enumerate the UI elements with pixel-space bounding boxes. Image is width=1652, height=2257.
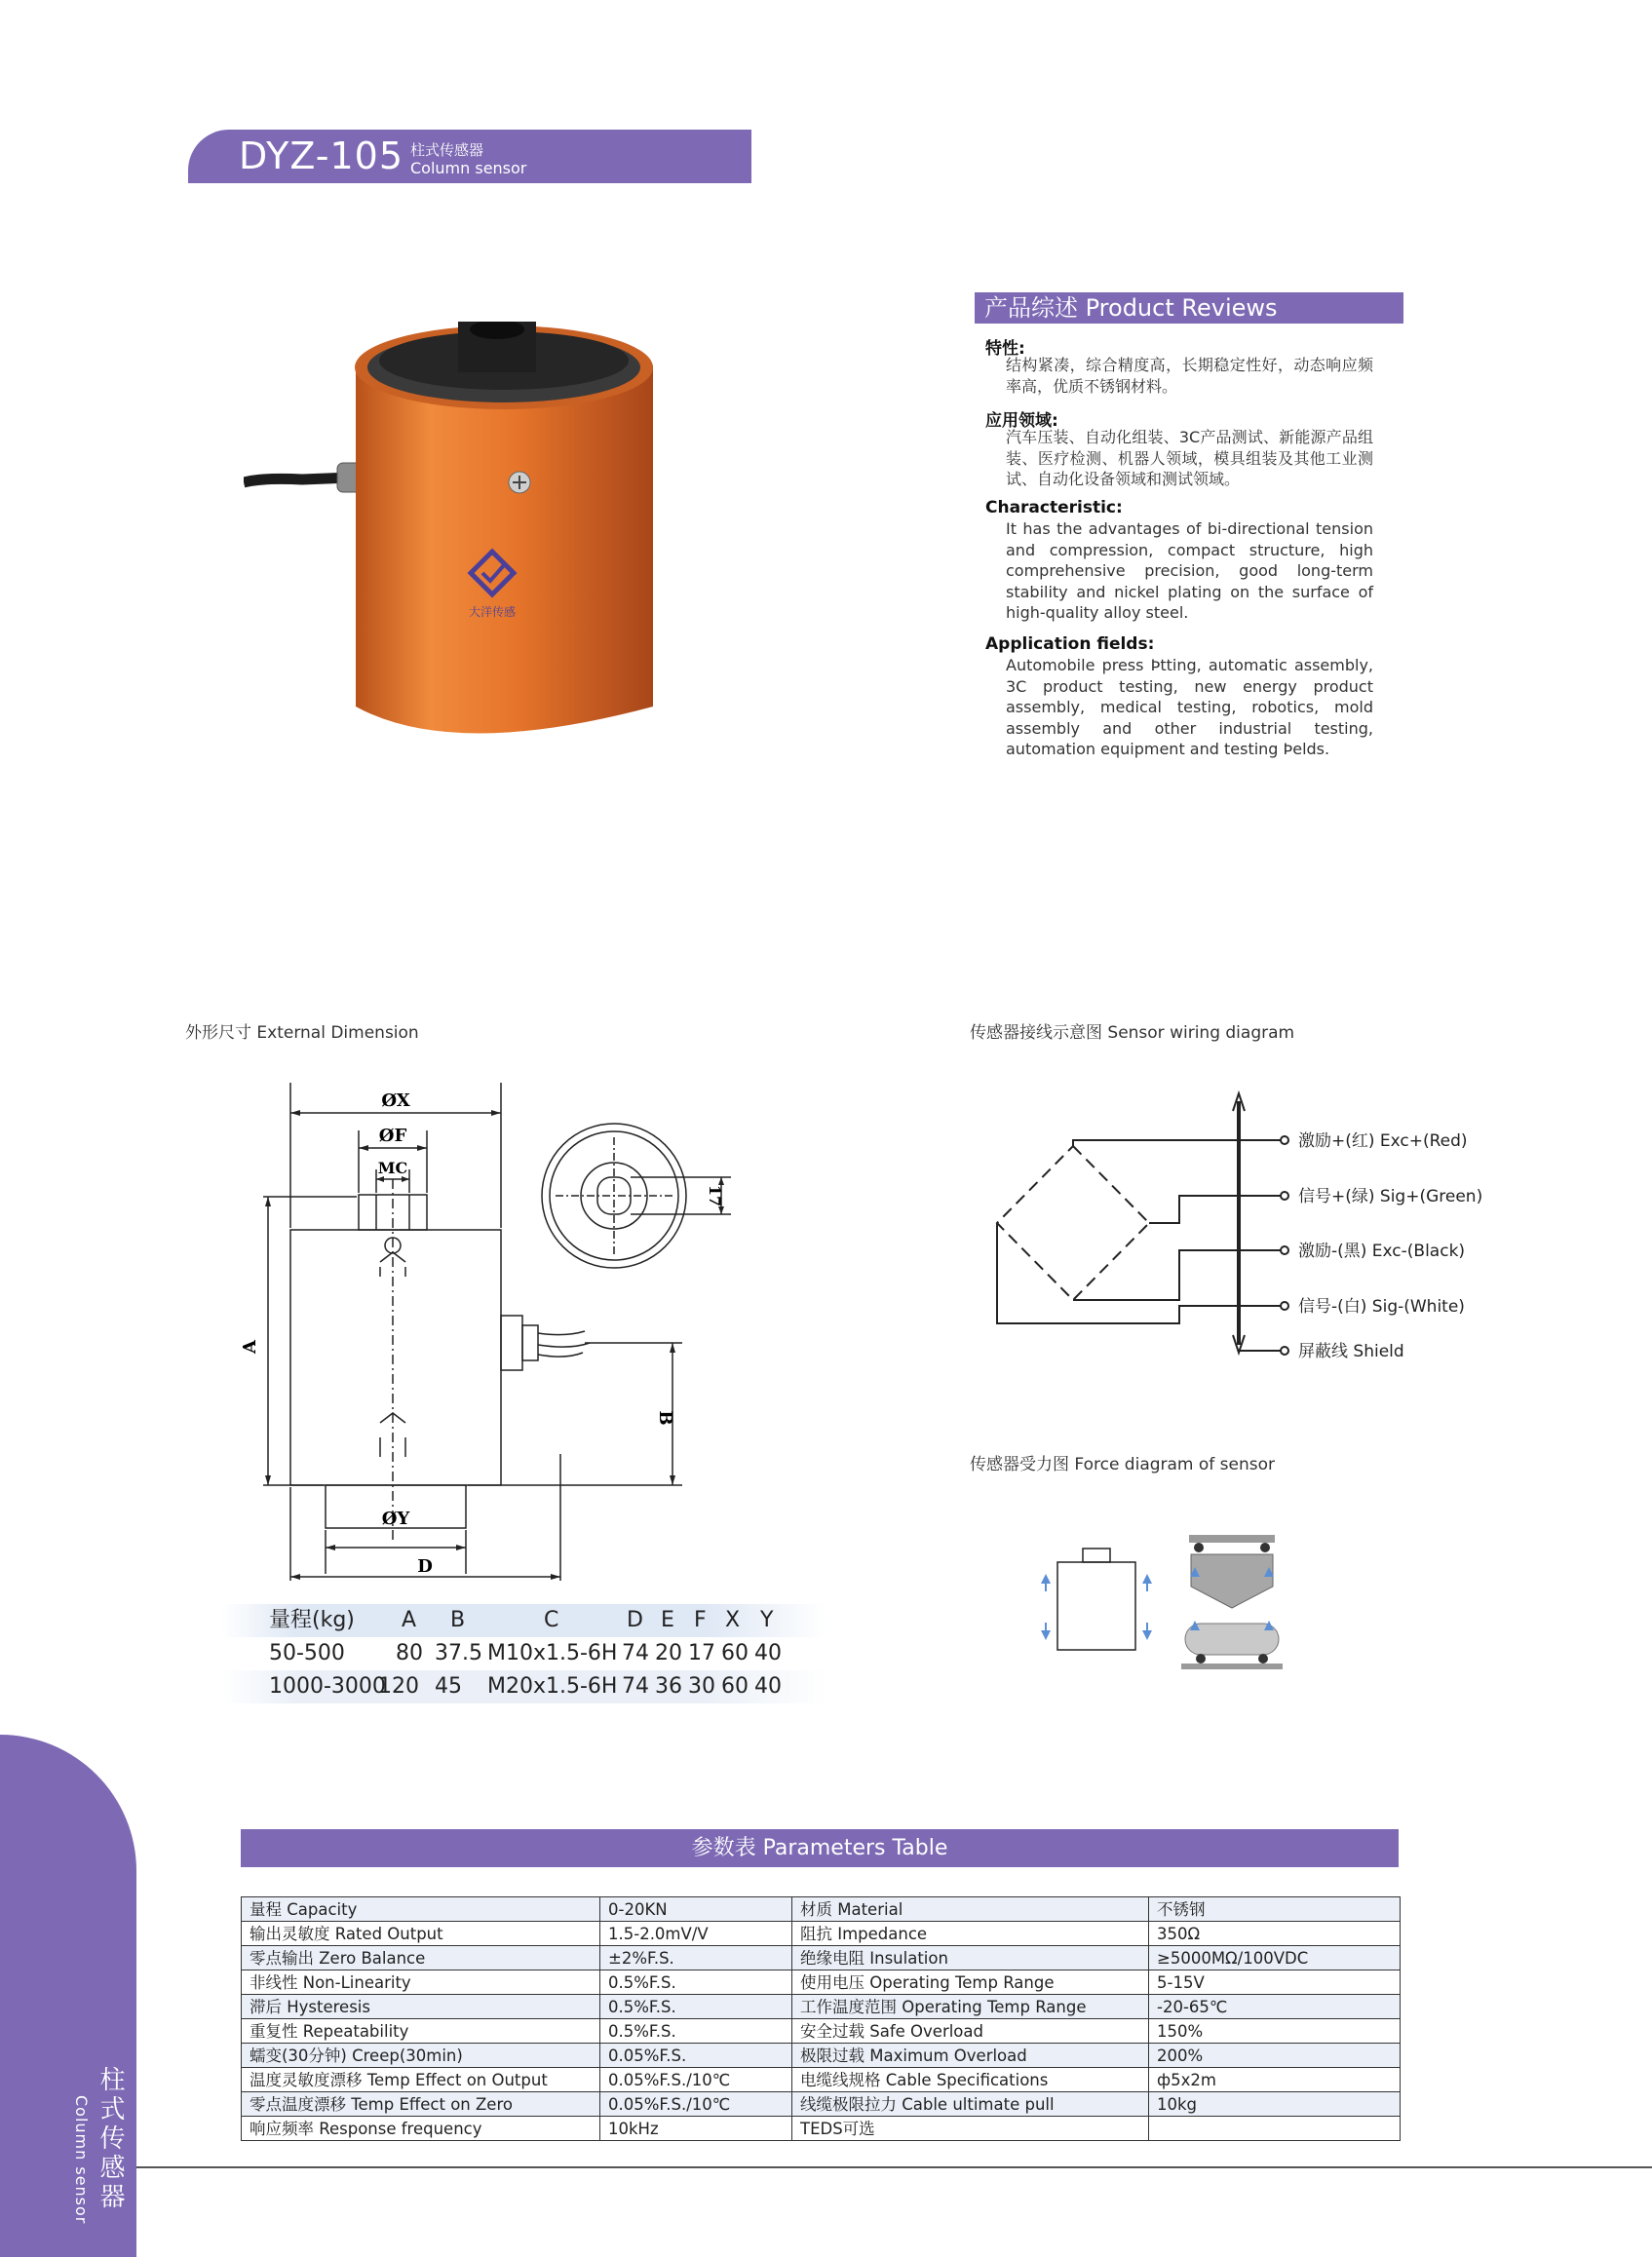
dim-17-label: 17 [706,1184,724,1207]
table-cell: 电缆线规格 Cable Specifications [792,2068,1149,2092]
table-cell: 10kg [1149,2092,1401,2117]
table-cell [1149,2117,1401,2141]
bottom-rule [136,2166,1652,2168]
table-cell: -20-65℃ [1149,1995,1401,2019]
wire-exc-plus: 激励+(红) Exc+(Red) [1298,1131,1468,1151]
dim-a-label: A [240,1340,260,1354]
features-heading: 特性: [985,339,1025,359]
table-cell: 0.05%F.S./10℃ [600,2092,792,2117]
table-cell: 零点温度漂移 Temp Effect on Zero [242,2092,600,2117]
table-cell: 滞后 Hysteresis [242,1995,600,2019]
dim-cell: 17 [688,1641,715,1665]
table-cell: 5-15V [1149,1970,1401,1995]
dim-cell: 45 [435,1674,462,1699]
dim-cell: 20 [655,1641,682,1665]
features-text: 结构紧凑，综合精度高，长期稳定性好，动态响应频率高，优质不锈钢材料。 [1006,356,1373,396]
dim-header-range: 量程(kg) [269,1608,355,1632]
table-row [242,2117,1401,2141]
table-cell: 输出灵敏度 Rated Output [242,1922,600,1946]
dim-header-e: E [661,1608,674,1632]
dim-table-row [222,1637,826,1670]
table-cell: 重复性 Repeatability [242,2019,600,2044]
table-row [242,1995,1401,2019]
wiring-diagram [984,1082,1530,1374]
product-name-en: Column sensor [410,159,527,177]
table-cell: 0.5%F.S. [600,1995,792,2019]
table-cell: 极限过载 Maximum Overload [792,2044,1149,2068]
table-cell: 工作温度范围 Operating Temp Range [792,1995,1149,2019]
dim-cell: 74 [622,1641,649,1665]
table-row [242,1970,1401,1995]
application-fields-text: Automobile press Þtting, automatic assembly, 3C product testing, new energy product assembly, medical testing, robotics, mold assembly and other industrial testing, automation equipment and testing Þelds. [1006,656,1373,758]
table-row [242,2092,1401,2117]
params-title: 参数表 Parameters Table [691,1836,948,1860]
side-label-en: Column sensor [72,2095,91,2225]
dim-d-label: D [417,1556,433,1577]
dim-cell: 80 [396,1641,423,1665]
dim-cell: 60 [721,1641,749,1665]
dim-header-f: F [694,1608,707,1632]
dim-header-d: D [627,1608,643,1632]
wiring-diagram-label: 传感器接线示意图 Sensor wiring diagram [970,1023,1295,1043]
application-text-cn: 汽车压装、自动化组装、3C产品测试、新能源产品组装、医疗检测、机器人领域，模具组装及其他工业测试、自动化设备领域和测试领域。 [1006,428,1373,488]
product-logo-text: 大洋传感 [468,605,517,619]
dim-b-label: B [655,1410,675,1426]
table-cell: 零点输出 Zero Balance [242,1946,600,1970]
table-cell: 0-20KN [600,1897,792,1922]
table-row [242,2068,1401,2092]
table-cell: 0.5%F.S. [600,1970,792,1995]
table-row [242,1897,1401,1922]
table-cell: 材质 Material [792,1897,1149,1922]
table-cell: 200% [1149,2044,1401,2068]
dim-header-y: Y [760,1608,774,1632]
table-cell: 绝缘电阻 Insulation [792,1946,1149,1970]
dim-cell: 74 [622,1674,649,1699]
dim-cell: 30 [688,1674,715,1699]
table-cell: 10kHz [600,2117,792,2141]
table-cell: 温度灵敏度漂移 Temp Effect on Output [242,2068,600,2092]
external-dimension-label: 外形尺寸 External Dimension [185,1023,419,1043]
wire-sig-plus: 信号+(绿) Sig+(Green) [1298,1187,1483,1206]
model-number: DYZ-105 [239,134,404,177]
table-cell: 0.05%F.S. [600,2044,792,2068]
dim-ox-label: ØX [381,1090,410,1111]
table-cell: 线缆极限拉力 Cable ultimate pull [792,2092,1149,2117]
table-row [242,2044,1401,2068]
table-cell: TEDS可选 [792,2117,1149,2141]
dim-mc-label: MC [377,1159,408,1177]
dim-cell: M10x1.5-6H [487,1641,618,1665]
table-cell: 量程 Capacity [242,1897,600,1922]
table-row [242,1946,1401,1970]
dim-table-row [222,1670,826,1703]
dim-cell: 37.5 [435,1641,482,1665]
product-photo [244,322,672,770]
table-cell: ±2%F.S. [600,1946,792,1970]
table-cell: 响应频率 Response frequency [242,2117,600,2141]
dim-cell: 36 [655,1674,682,1699]
force-diagram [1033,1525,1287,1681]
table-cell: 蠕变(30分钟) Creep(30min) [242,2044,600,2068]
table-row [242,2019,1401,2044]
dim-cell: 50-500 [269,1641,345,1665]
table-cell: 安全过载 Safe Overload [792,2019,1149,2044]
characteristic-heading: Characteristic: [985,498,1123,517]
dim-header-a: A [402,1608,417,1632]
top-view-drawing [536,1116,741,1282]
wire-exc-minus: 激励-(黑) Exc-(Black) [1298,1242,1466,1261]
dim-of-label: ØF [378,1126,407,1146]
table-cell: ф5x2m [1149,2068,1401,2092]
dim-cell: M20x1.5-6H [487,1674,618,1699]
dim-table-header [222,1604,826,1637]
table-cell: 0.05%F.S./10℃ [600,2068,792,2092]
table-cell: 阻抗 Impedance [792,1922,1149,1946]
table-row [242,1922,1401,1946]
table-cell: 不锈钢 [1149,1897,1401,1922]
dim-cell: 40 [754,1641,782,1665]
wire-shield: 屏蔽线 Shield [1298,1342,1404,1361]
reviews-title: 产品综述 Product Reviews [984,294,1278,322]
parameters-table [241,1896,1401,2141]
dim-oy-label: ØY [381,1509,410,1529]
dim-cell: 120 [378,1674,419,1699]
table-cell: ≥5000MΩ/100VDC [1149,1946,1401,1970]
table-cell: 0.5%F.S. [600,2019,792,2044]
dim-header-x: X [725,1608,741,1632]
dim-cell: 60 [721,1674,749,1699]
table-cell: 使用电压 Operating Temp Range [792,1970,1149,1995]
dim-cell: 1000-3000 [269,1674,386,1699]
application-heading-cn: 应用领域: [985,411,1058,431]
product-name-cn: 柱式传感器 [410,141,484,159]
side-label-cn: 柱式传感器 [96,2066,125,2212]
force-diagram-label: 传感器受力图 Force diagram of sensor [970,1455,1276,1474]
application-fields-heading: Application fields: [985,634,1155,654]
table-cell: 非线性 Non-Linearity [242,1970,600,1995]
dim-cell: 40 [754,1674,782,1699]
wire-sig-minus: 信号-(白) Sig-(White) [1298,1297,1465,1317]
table-cell: 350Ω [1149,1922,1401,1946]
dim-header-c: C [544,1608,559,1632]
table-cell: 1.5-2.0mV/V [600,1922,792,1946]
characteristic-text: It has the advantages of bi-directional tension and compression, compact structure, high comprehensive precision, good long-term stability and nickel plating on the surface of high-quality alloy steel. [1006,519,1373,622]
table-cell: 150% [1149,2019,1401,2044]
dim-header-b: B [450,1608,466,1632]
